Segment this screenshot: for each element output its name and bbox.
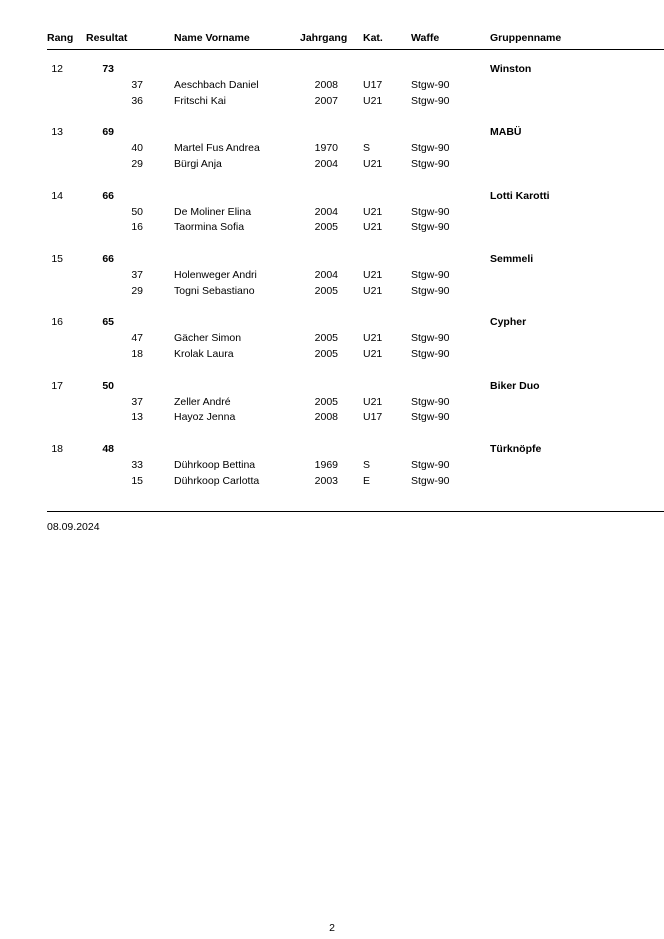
group-result: 48 xyxy=(102,442,114,455)
member-jahrgang: 2005 xyxy=(314,332,338,345)
header-name: Name Vorname xyxy=(174,32,250,44)
member-weapon: Stgw-90 xyxy=(411,458,450,471)
member-name: Hayoz Jenna xyxy=(174,411,236,424)
member-score: 15 xyxy=(131,474,143,487)
group-rank: 13 xyxy=(51,126,63,139)
member-jahrgang: 2005 xyxy=(314,348,338,360)
member-weapon: Stgw-90 xyxy=(411,221,450,234)
member-jahrgang: 2003 xyxy=(314,474,338,487)
header-jahrgang: Jahrgang xyxy=(300,32,348,44)
member-jahrgang: 2005 xyxy=(314,221,338,234)
group-rank: 16 xyxy=(51,316,63,329)
member-weapon: Stgw-90 xyxy=(411,411,450,424)
member-jahrgang: 2004 xyxy=(314,268,338,281)
member-weapon: Stgw-90 xyxy=(411,205,450,218)
member-score: 36 xyxy=(131,94,143,107)
member-weapon: Stgw-90 xyxy=(411,79,450,91)
member-weapon: Stgw-90 xyxy=(411,268,450,281)
member-category: E xyxy=(363,474,371,487)
group-rank: 18 xyxy=(51,442,63,455)
member-category: U17 xyxy=(363,79,383,91)
member-name: Martel Fus Andrea xyxy=(174,142,260,155)
member-name: Taormina Sofia xyxy=(174,221,245,234)
page-number: 2 xyxy=(329,922,335,934)
header-gruppe: Gruppenname xyxy=(490,32,562,44)
member-weapon: Stgw-90 xyxy=(411,94,450,107)
member-name: Dührkoop Carlotta xyxy=(174,474,260,487)
group-name: Türknöpfe xyxy=(490,442,542,455)
print-date: 08.09.2024 xyxy=(47,521,100,533)
member-jahrgang: 2004 xyxy=(314,158,338,171)
group-result: 66 xyxy=(102,252,114,265)
member-name: Zeller André xyxy=(174,395,231,408)
member-weapon: Stgw-90 xyxy=(411,158,450,171)
header-rang: Rang xyxy=(47,32,74,44)
group-result: 66 xyxy=(102,189,114,202)
member-category: U21 xyxy=(363,158,383,171)
member-name: De Moliner Elina xyxy=(174,205,252,218)
member-score: 29 xyxy=(131,158,143,171)
member-category: U21 xyxy=(363,94,383,107)
member-score: 37 xyxy=(131,79,143,91)
member-score: 16 xyxy=(131,221,143,234)
member-jahrgang: 2005 xyxy=(314,395,338,408)
member-score: 13 xyxy=(131,411,143,424)
member-weapon: Stgw-90 xyxy=(411,284,450,297)
member-jahrgang: 1969 xyxy=(314,458,338,471)
member-jahrgang: 2008 xyxy=(314,411,338,424)
member-jahrgang: 2004 xyxy=(314,205,338,218)
member-jahrgang: 2007 xyxy=(314,94,338,107)
header-divider xyxy=(47,49,664,50)
member-category: U21 xyxy=(363,205,383,218)
member-weapon: Stgw-90 xyxy=(411,348,450,360)
member-category: U21 xyxy=(363,348,383,360)
member-name: Fritschi Kai xyxy=(174,94,226,107)
group-rank: 12 xyxy=(51,63,63,75)
group-name: MABÜ xyxy=(490,126,522,139)
footer-divider xyxy=(47,511,664,512)
group-rank: 15 xyxy=(51,252,63,265)
group-result: 73 xyxy=(102,63,114,75)
member-score: 18 xyxy=(131,348,143,360)
member-weapon: Stgw-90 xyxy=(411,142,450,155)
member-category: S xyxy=(363,142,371,155)
member-name: Bürgi Anja xyxy=(174,158,222,171)
member-score: 37 xyxy=(131,268,143,281)
group-name: Semmeli xyxy=(490,252,534,265)
member-jahrgang: 2008 xyxy=(314,79,338,91)
group-rank: 14 xyxy=(51,189,63,202)
group-result: 65 xyxy=(102,316,114,329)
group-name: Winston xyxy=(490,63,532,75)
member-weapon: Stgw-90 xyxy=(411,395,450,408)
group-name: Cypher xyxy=(490,316,527,329)
member-jahrgang: 1970 xyxy=(314,142,338,155)
member-score: 40 xyxy=(131,142,143,155)
member-category: U21 xyxy=(363,268,383,281)
member-name: Gächer Simon xyxy=(174,332,242,345)
member-name: Krolak Laura xyxy=(174,348,234,360)
member-category: U21 xyxy=(363,221,383,234)
member-category: U21 xyxy=(363,284,383,297)
member-name: Togni Sebastiano xyxy=(174,284,255,297)
member-score: 50 xyxy=(131,205,143,218)
member-score: 29 xyxy=(131,284,143,297)
member-category: S xyxy=(363,458,371,471)
member-name: Holenweger Andri xyxy=(174,268,257,281)
member-score: 37 xyxy=(131,395,143,408)
member-jahrgang: 2005 xyxy=(314,284,338,297)
member-score: 33 xyxy=(131,458,143,471)
member-score: 47 xyxy=(131,332,143,345)
group-name: Lotti Karotti xyxy=(490,189,550,202)
member-category: U21 xyxy=(363,332,383,345)
header-kat: Kat. xyxy=(363,32,383,44)
header-waffe: Waffe xyxy=(411,32,440,44)
group-rank: 17 xyxy=(51,379,63,392)
group-result: 69 xyxy=(102,126,114,139)
header-resultat: Resultat xyxy=(86,32,128,44)
member-name: Aeschbach Daniel xyxy=(174,79,259,91)
group-name: Biker Duo xyxy=(490,379,540,392)
group-result: 50 xyxy=(102,379,114,392)
member-category: U21 xyxy=(363,395,383,408)
member-category: U17 xyxy=(363,411,383,424)
member-weapon: Stgw-90 xyxy=(411,332,450,345)
member-weapon: Stgw-90 xyxy=(411,474,450,487)
member-name: Dührkoop Bettina xyxy=(174,458,256,471)
